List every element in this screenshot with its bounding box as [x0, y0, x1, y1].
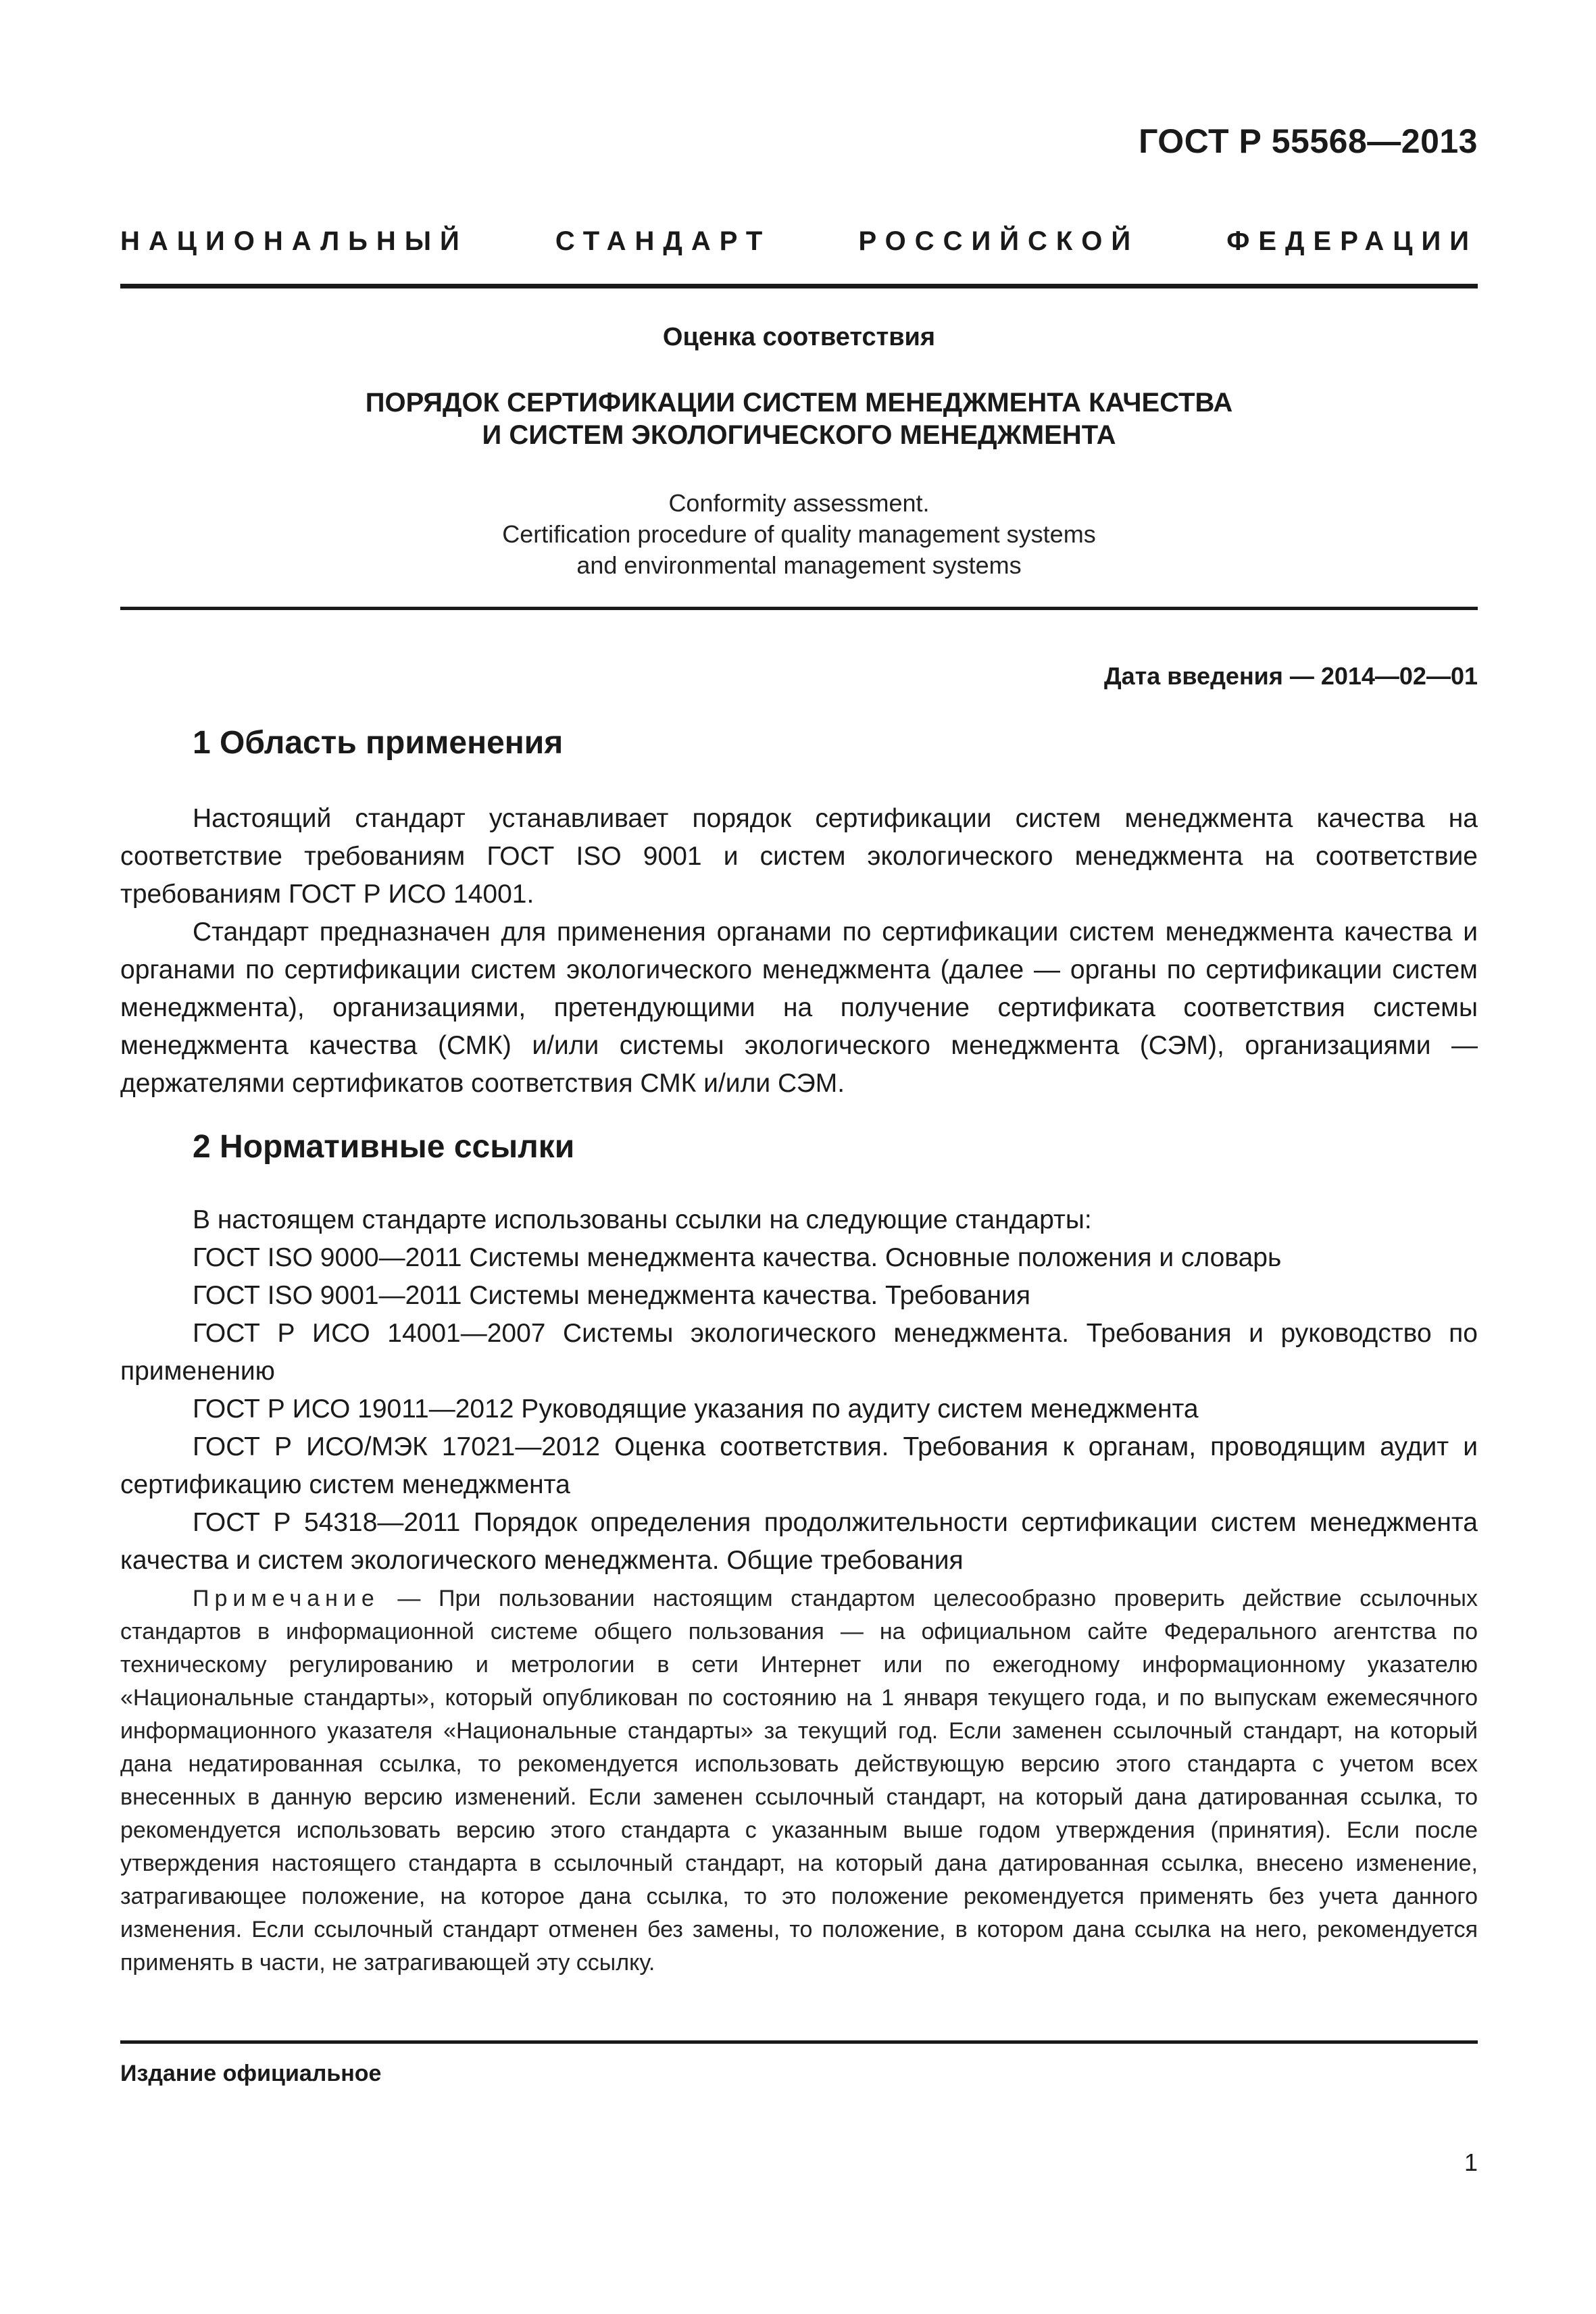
english-title-line: and environmental management systems	[576, 551, 1022, 579]
reference-item: ГОСТ Р ИСО 14001—2007 Системы экологического менеджмента. Требования и руководство по применению	[120, 1319, 1478, 1386]
reference-item: ГОСТ Р ИСО/МЭК 17021—2012 Оценка соответствия. Требования к органам, проводящим аудит и сертификацию систем менеджмента	[120, 1432, 1478, 1499]
introduction-date: Дата введения — 2014—02—01	[1103, 662, 1478, 690]
english-title	[120, 488, 1478, 581]
section-body-scope	[120, 800, 1478, 1103]
official-edition-label: Издание официальное	[120, 2061, 382, 2086]
paragraph: Настоящий стандарт устанавливает порядок сертификации систем менеджмента качества на соответствие требованиям ГОСТ ISO 9001 и систем экологического менеджмента на соответствие требованиям ГОСТ Р ИСО 14001.	[120, 804, 1478, 909]
banner-word: СТАНДАРТ	[555, 226, 772, 256]
reference-item: ГОСТ Р 54318—2011 Порядок определения продолжительности сертификации систем менеджмента качества и систем экологического менеджмента. Общие требования	[120, 1508, 1478, 1575]
reference-item: ГОСТ ISO 9000—2011 Системы менеджмента качества. Основные положения и словарь	[193, 1243, 1282, 1272]
standard-designation: ГОСТ Р 55568—2013	[1139, 122, 1478, 160]
note-block	[120, 1582, 1478, 1980]
english-title-line: Conformity assessment.	[668, 489, 930, 517]
reference-item: ГОСТ Р ИСО 19011—2012 Руководящие указания по аудиту систем менеджмента	[193, 1394, 1199, 1424]
title-line: ПОРЯДОК СЕРТИФИКАЦИИ СИСТЕМ МЕНЕДЖМЕНТА КАЧЕСТВА	[365, 388, 1233, 418]
paragraph: Стандарт предназначен для применения органами по сертификации систем менеджмента качества и органами по сертификации систем экологического менеджмента (далее — органы по сертификации систем менеджмента), организациями, претендующими на получение сертификата соответствия системы менеджмента качества (СМК) и/или системы экологического менеджмента (СЭМ), организациями — держателями сертификатов соответствия СМК и/или СЭМ.	[120, 917, 1478, 1098]
banner-word: РОССИЙСКОЙ	[858, 226, 1140, 256]
national-standard-banner	[120, 226, 1478, 257]
document-title	[120, 386, 1478, 451]
footer-divider	[120, 2040, 1478, 2044]
note-label: Примечание	[193, 1586, 380, 1611]
english-title-line: Certification procedure of quality management systems	[502, 520, 1096, 548]
header-divider	[120, 284, 1478, 288]
title-divider	[120, 607, 1478, 610]
section-heading-scope: 1 Область применения	[193, 725, 564, 761]
banner-word: ФЕДЕРАЦИИ	[1226, 226, 1478, 256]
title-line: И СИСТЕМ ЭКОЛОГИЧЕСКОГО МЕНЕДЖМЕНТА	[482, 420, 1116, 450]
section-body-references	[120, 1201, 1478, 1580]
section-heading-references: 2 Нормативные ссылки	[193, 1129, 575, 1165]
banner-word: НАЦИОНАЛЬНЫЙ	[120, 226, 468, 256]
note-text: — При пользовании настоящим стандартом целесообразно проверить действие ссылочных стандартов в информационной системе общего пользования — на официальном сайте Федерального агентства по техническому регулированию и метрологии в сети Интернет или по ежегодному информационному указателю «Национальные стандарты», который опубликован по состоянию на 1 января текущего года, и по выпускам ежемесячного информационного указателя «Национальные стандарты» за текущий год. Если заменен ссылочный стандарт, на который дана недатированная ссылка, то рекомендуется использовать действующую версию этого стандарта с учетом всех внесенных в данную версию изменений. Если заменен ссылочный стандарт, на который дана датированная ссылка, то рекомендуется использовать версию этого стандарта с указанным выше годом утверждения (принятия). Если после утверждения настоящего стандарта в ссылочный стандарт, на который дана датированная ссылка, внесено изменение, затрагивающее положение, на которое дана ссылка, то это положение рекомендуется применять без учета данного изменения. Если ссылочный стандарт отменен без замены, то положение, в котором дана ссылка на него, рекомендуется применять в части, не затрагивающей эту ссылку.	[120, 1586, 1478, 1976]
document-subtitle: Оценка соответствия	[662, 323, 936, 351]
reference-item: ГОСТ ISO 9001—2011 Системы менеджмента качества. Требования	[193, 1281, 1031, 1310]
page-number: 1	[1464, 2148, 1478, 2176]
note-paragraph	[120, 1582, 1478, 1980]
paragraph: В настоящем стандарте использованы ссылки на следующие стандарты:	[193, 1205, 1092, 1234]
